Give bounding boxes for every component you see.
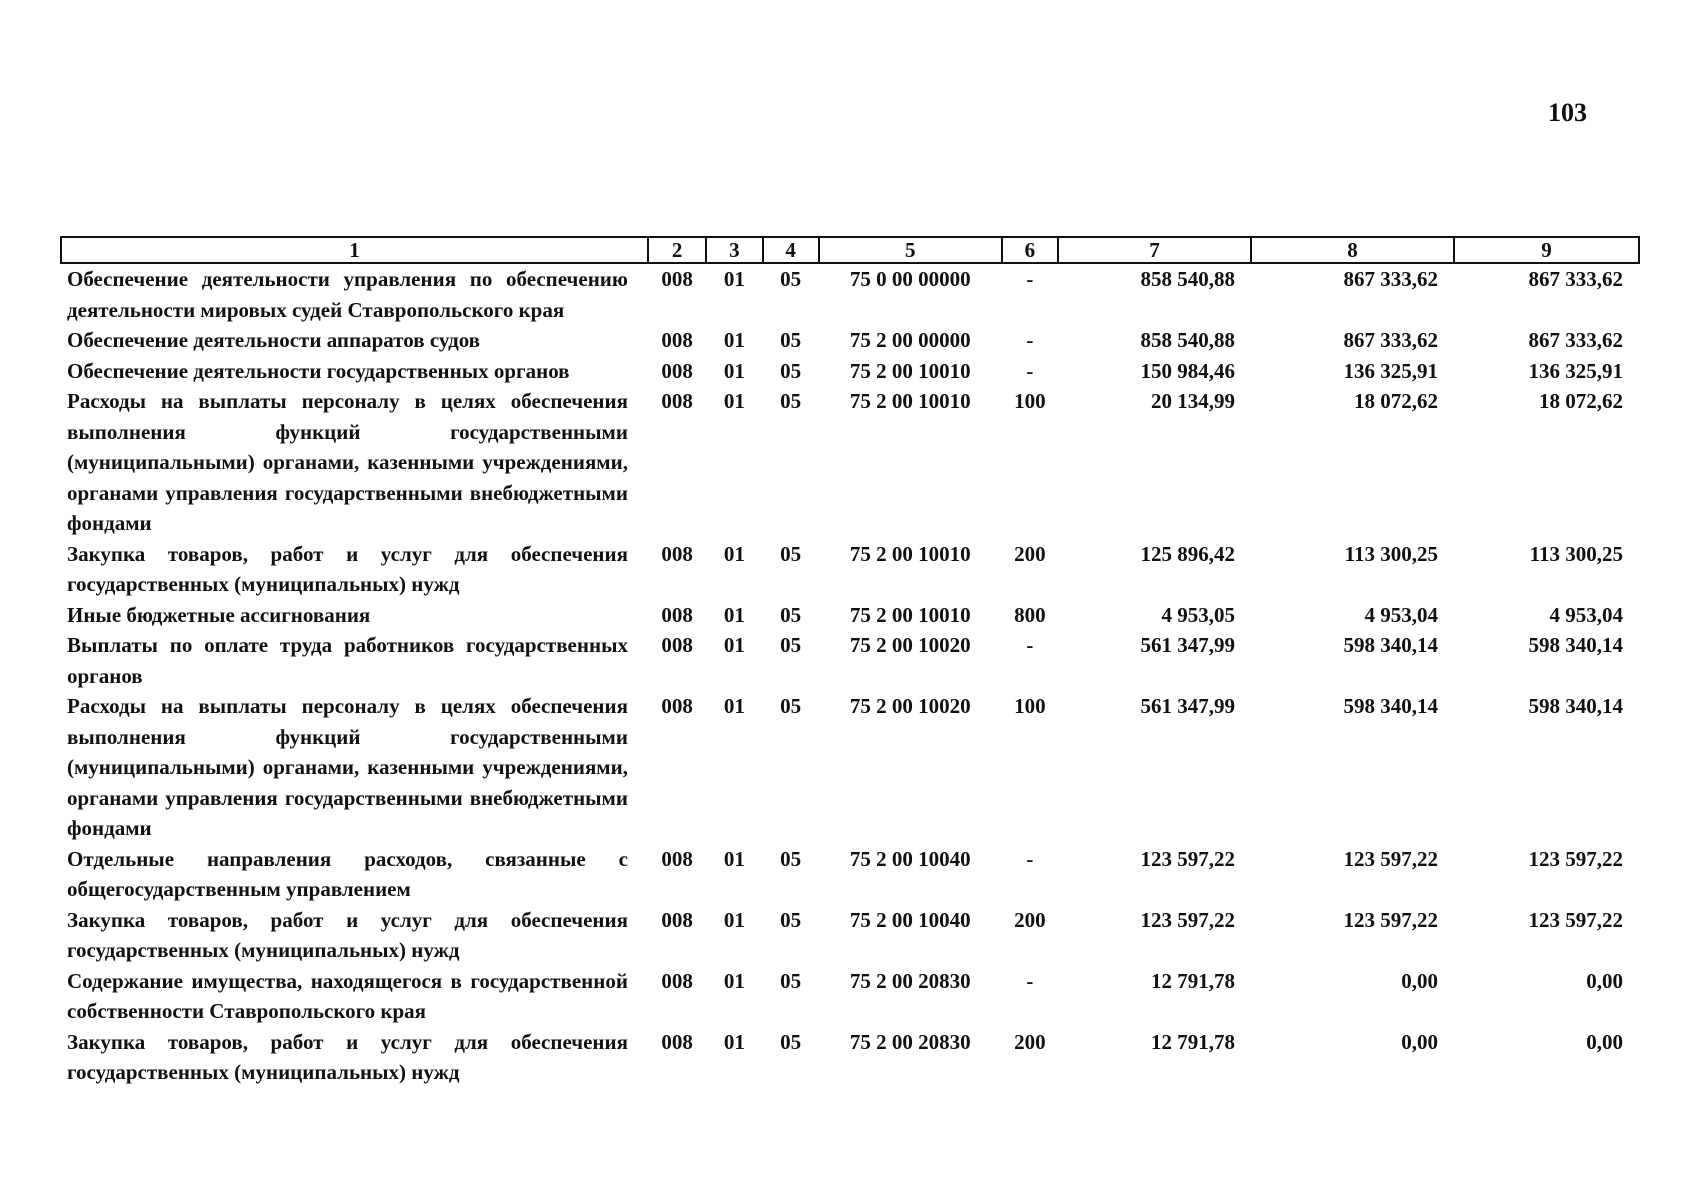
amount-col8: 598 340,14 xyxy=(1343,633,1438,657)
ministry-code: 008 xyxy=(661,1029,693,1054)
ministry-code: 008 xyxy=(661,633,693,657)
expense-name: Выплаты по оплате труда работников государственных органов xyxy=(67,633,628,688)
target-article-code: 75 2 00 10010 xyxy=(849,358,971,383)
table-row xyxy=(61,386,1639,539)
subsection-code: 05 xyxy=(780,602,802,627)
subsection-code: 05 xyxy=(780,846,802,871)
subsection-code: 05 xyxy=(780,968,802,993)
expense-type-code: 200 xyxy=(1014,541,1046,566)
amount-col7: 12 791,78 xyxy=(1150,1029,1235,1054)
expense-type-code: - xyxy=(1026,633,1034,657)
amount-col8: 598 340,14 xyxy=(1343,694,1438,718)
section-code: 01 xyxy=(723,602,745,627)
table-row xyxy=(61,539,1639,600)
amount-col9: 0,00 xyxy=(1586,1029,1623,1054)
table-row xyxy=(61,966,1639,1027)
section-code: 01 xyxy=(723,389,745,413)
target-article-code: 75 2 00 20830 xyxy=(849,968,971,993)
amount-col7: 123 597,22 xyxy=(1140,846,1235,871)
target-article-code: 75 2 00 10020 xyxy=(849,633,971,657)
amount-col7: 123 597,22 xyxy=(1140,907,1235,932)
table-row xyxy=(61,356,1639,387)
target-article-code: 75 2 00 20830 xyxy=(849,1029,971,1054)
expense-type-code: - xyxy=(1026,358,1034,383)
section-code: 01 xyxy=(723,267,745,291)
expense-name: Обеспечение деятельности аппаратов судов xyxy=(67,328,481,352)
table-row xyxy=(61,691,1639,844)
ministry-code: 008 xyxy=(661,389,693,413)
amount-col8: 0,00 xyxy=(1401,1029,1438,1054)
target-article-code: 75 2 00 10040 xyxy=(849,846,971,871)
target-article-code: 75 2 00 10040 xyxy=(849,907,971,932)
amount-col9: 123 597,22 xyxy=(1528,846,1623,871)
expense-type-code: - xyxy=(1026,968,1034,993)
expense-name: Отдельные направления расходов, связанные с общегосударственным управлением xyxy=(67,846,628,901)
target-article-code: 75 2 00 00000 xyxy=(849,328,971,352)
expense-name: Закупка товаров, работ и услуг для обеспечения государственных (муниципальных) нужд xyxy=(67,1029,628,1084)
table-row xyxy=(61,600,1639,631)
amount-col8: 0,00 xyxy=(1401,968,1438,993)
expense-name: Закупка товаров, работ и услуг для обеспечения государственных (муниципальных) нужд xyxy=(67,541,628,596)
amount-col9: 4 953,04 xyxy=(1549,602,1623,627)
ministry-code: 008 xyxy=(661,968,693,993)
table-row xyxy=(61,905,1639,966)
expense-type-code: 800 xyxy=(1014,602,1046,627)
header-cell-4: 4 xyxy=(763,237,819,263)
subsection-code: 05 xyxy=(780,389,802,413)
expense-type-code: 100 xyxy=(1014,389,1046,413)
amount-col7: 561 347,99 xyxy=(1140,694,1235,718)
amount-col9: 18 072,62 xyxy=(1539,389,1623,413)
subsection-code: 05 xyxy=(780,907,802,932)
amount-col8: 867 333,62 xyxy=(1343,328,1438,352)
header-cell-6: 6 xyxy=(1002,237,1058,263)
amount-col9: 598 340,14 xyxy=(1528,633,1623,657)
expense-name: Обеспечение деятельности государственных органов xyxy=(67,358,570,383)
expense-type-code: - xyxy=(1026,846,1034,871)
target-article-code: 75 2 00 10010 xyxy=(849,389,971,413)
subsection-code: 05 xyxy=(780,633,802,657)
subsection-code: 05 xyxy=(780,328,802,352)
header-cell-9: 9 xyxy=(1454,237,1639,263)
expense-type-code: 100 xyxy=(1014,694,1046,718)
header-cell-3: 3 xyxy=(706,237,762,263)
amount-col7: 125 896,42 xyxy=(1140,541,1235,566)
amount-col7: 561 347,99 xyxy=(1140,633,1235,657)
amount-col9: 136 325,91 xyxy=(1528,358,1623,383)
ministry-code: 008 xyxy=(661,907,693,932)
expense-name: Закупка товаров, работ и услуг для обеспечения государственных (муниципальных) нужд xyxy=(67,907,628,962)
section-code: 01 xyxy=(723,633,745,657)
subsection-code: 05 xyxy=(780,1029,802,1054)
amount-col8: 113 300,25 xyxy=(1344,541,1438,566)
ministry-code: 008 xyxy=(661,541,693,566)
table-header xyxy=(61,237,1639,263)
table-row xyxy=(61,263,1639,325)
expense-name: Расходы на выплаты персоналу в целях обеспечения выполнения функций государственными (муниципальными) органами, казенными учреждениями, органами управления государственными внебюджетными фондами xyxy=(67,389,628,535)
table-row xyxy=(61,844,1639,905)
table-row xyxy=(61,1027,1639,1088)
expense-name: Содержание имущества, находящегося в государственной собственности Ставропольского края xyxy=(67,968,628,1023)
expense-name: Обеспечение деятельности управления по обеспечению деятельности мировых судей Ставропольского края xyxy=(67,267,628,322)
section-code: 01 xyxy=(723,907,745,932)
header-cell-2: 2 xyxy=(648,237,706,263)
amount-col8: 123 597,22 xyxy=(1343,907,1438,932)
expense-name: Иные бюджетные ассигнования xyxy=(67,602,371,627)
ministry-code: 008 xyxy=(661,846,693,871)
budget-table xyxy=(60,236,1640,1088)
section-code: 01 xyxy=(723,328,745,352)
header-cell-8: 8 xyxy=(1251,237,1454,263)
table-row xyxy=(61,630,1639,691)
page-number: 103 xyxy=(1548,98,1587,127)
ministry-code: 008 xyxy=(661,328,693,352)
header-row xyxy=(61,237,1639,263)
header-cell-5: 5 xyxy=(819,237,1002,263)
amount-col9: 867 333,62 xyxy=(1528,267,1623,291)
subsection-code: 05 xyxy=(780,694,802,718)
target-article-code: 75 0 00 00000 xyxy=(849,267,971,291)
expense-type-code: 200 xyxy=(1014,907,1046,932)
amount-col7: 150 984,46 xyxy=(1140,358,1235,383)
expense-type-code: - xyxy=(1026,328,1034,352)
ministry-code: 008 xyxy=(661,602,693,627)
amount-col8: 123 597,22 xyxy=(1343,846,1438,871)
amount-col9: 867 333,62 xyxy=(1528,328,1623,352)
header-cell-1: 1 xyxy=(61,237,648,263)
amount-col9: 123 597,22 xyxy=(1528,907,1623,932)
expense-type-code: 200 xyxy=(1014,1029,1046,1054)
ministry-code: 008 xyxy=(661,694,693,718)
section-code: 01 xyxy=(723,846,745,871)
target-article-code: 75 2 00 10010 xyxy=(849,541,971,566)
target-article-code: 75 2 00 10010 xyxy=(849,602,971,627)
header-cell-7: 7 xyxy=(1058,237,1251,263)
amount-col9: 598 340,14 xyxy=(1528,694,1623,718)
section-code: 01 xyxy=(723,358,745,383)
amount-col7: 20 134,99 xyxy=(1150,389,1235,413)
section-code: 01 xyxy=(723,694,745,718)
expense-type-code: - xyxy=(1026,267,1034,291)
amount-col8: 4 953,04 xyxy=(1364,602,1438,627)
subsection-code: 05 xyxy=(780,541,802,566)
amount-col9: 113 300,25 xyxy=(1529,541,1623,566)
amount-col8: 136 325,91 xyxy=(1343,358,1438,383)
target-article-code: 75 2 00 10020 xyxy=(849,694,971,718)
section-code: 01 xyxy=(723,1029,745,1054)
table-body xyxy=(61,263,1639,1088)
amount-col7: 858 540,88 xyxy=(1140,328,1235,352)
section-code: 01 xyxy=(723,541,745,566)
amount-col8: 18 072,62 xyxy=(1354,389,1438,413)
table-row xyxy=(61,325,1639,356)
ministry-code: 008 xyxy=(661,358,693,383)
section-code: 01 xyxy=(723,968,745,993)
subsection-code: 05 xyxy=(780,358,802,383)
expense-name: Расходы на выплаты персоналу в целях обеспечения выполнения функций государственными (муниципальными) органами, казенными учреждениями, органами управления государственными внебюджетными фондами xyxy=(67,694,628,840)
amount-col7: 858 540,88 xyxy=(1140,267,1235,291)
amount-col8: 867 333,62 xyxy=(1343,267,1438,291)
subsection-code: 05 xyxy=(780,267,802,291)
amount-col7: 4 953,05 xyxy=(1161,602,1235,627)
amount-col7: 12 791,78 xyxy=(1150,968,1235,993)
amount-col9: 0,00 xyxy=(1586,968,1623,993)
ministry-code: 008 xyxy=(661,267,693,291)
